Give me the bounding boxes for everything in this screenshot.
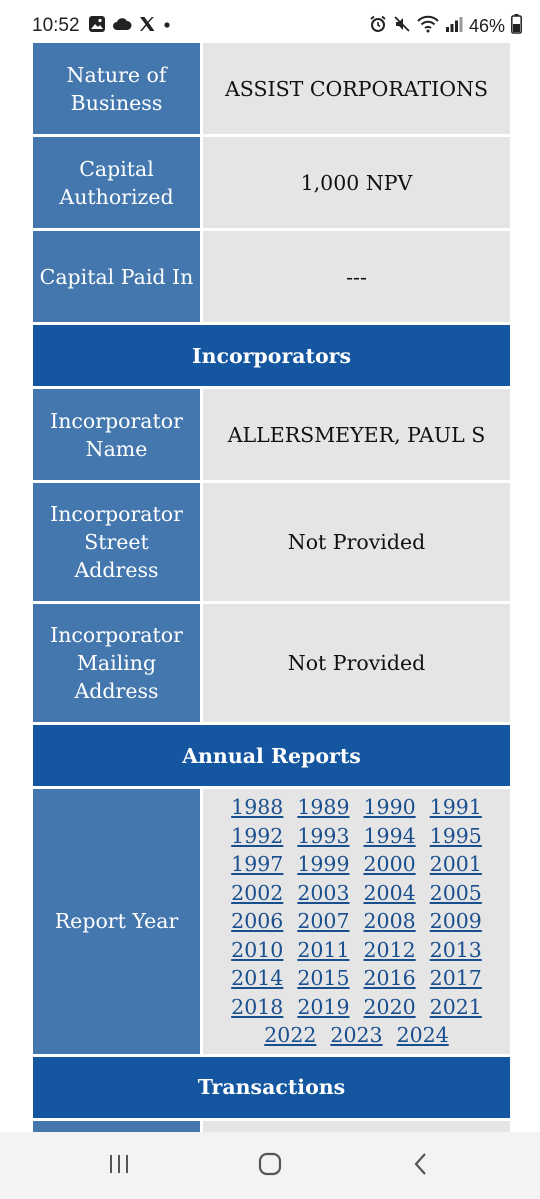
transactions-label bbox=[32, 1119, 202, 1132]
report-year-link[interactable]: 2012 bbox=[363, 937, 416, 962]
details-table bbox=[30, 40, 510, 1132]
report-year-link[interactable]: 2001 bbox=[429, 852, 482, 876]
report-year-link[interactable]: 2013 bbox=[429, 937, 482, 962]
report-year-link[interactable]: 1994 bbox=[363, 823, 416, 848]
report-year-link[interactable]: 2023 bbox=[330, 1023, 383, 1047]
report-year-link[interactable]: 2021 bbox=[429, 994, 482, 1019]
report-year-link[interactable]: 2015 bbox=[297, 966, 350, 990]
year-link-line bbox=[203, 822, 510, 851]
table-row bbox=[32, 788, 511, 1056]
battery-percent: 46% bbox=[468, 15, 505, 36]
status-time: 10:52 bbox=[32, 15, 80, 36]
alarm-icon bbox=[369, 15, 387, 38]
year-link-line bbox=[203, 936, 510, 965]
report-year-label: Report Year bbox=[32, 788, 202, 1056]
table-row bbox=[32, 388, 511, 482]
navigation-bar bbox=[0, 1132, 540, 1199]
business-details[interactable] bbox=[30, 40, 510, 1132]
year-link-line bbox=[203, 907, 510, 936]
nature-of-business-value: ASSIST CORPORATIONS bbox=[202, 42, 511, 136]
system-icons bbox=[369, 14, 522, 38]
report-year-link[interactable]: 2019 bbox=[297, 994, 350, 1019]
report-year-link[interactable]: 2007 bbox=[297, 909, 350, 933]
battery-icon bbox=[511, 14, 522, 39]
report-year-link[interactable]: 2002 bbox=[231, 880, 284, 905]
nature-of-business-label: Nature of Business bbox=[32, 42, 202, 136]
report-year-link[interactable]: 1988 bbox=[231, 795, 284, 819]
report-year-link[interactable]: 1999 bbox=[297, 852, 350, 876]
report-year-link[interactable]: 1997 bbox=[231, 852, 284, 876]
section-header-row bbox=[32, 324, 511, 388]
table-row bbox=[32, 230, 511, 324]
x-logo-icon bbox=[138, 15, 156, 38]
year-link-list bbox=[203, 789, 510, 1054]
home-icon bbox=[258, 1152, 282, 1180]
incorporator-name-label: Incorporator Name bbox=[32, 388, 202, 482]
report-year-link[interactable]: 2010 bbox=[231, 937, 284, 962]
year-link-line bbox=[203, 879, 510, 908]
table-row bbox=[32, 603, 511, 724]
back-button[interactable] bbox=[404, 1152, 438, 1180]
report-year-link[interactable]: 1993 bbox=[297, 823, 350, 848]
capital-authorized-label: Capital Authorized bbox=[32, 136, 202, 230]
report-year-link[interactable]: 2020 bbox=[363, 994, 416, 1019]
report-year-links bbox=[202, 788, 511, 1056]
report-year-link[interactable]: 2006 bbox=[231, 909, 284, 933]
capital-authorized-value: 1,000 NPV bbox=[202, 136, 511, 230]
transactions-heading: Transactions bbox=[32, 1055, 511, 1119]
report-year-link[interactable]: 2011 bbox=[297, 937, 350, 962]
table-row bbox=[32, 136, 511, 230]
section-header-row bbox=[32, 1055, 511, 1119]
report-year-link[interactable]: 2008 bbox=[363, 909, 416, 933]
section-header-row bbox=[32, 724, 511, 788]
notification-icons bbox=[88, 14, 172, 38]
signal-icon bbox=[445, 15, 463, 38]
year-link-line bbox=[203, 850, 510, 879]
incorporator-mailing-address-value: Not Provided bbox=[202, 603, 511, 724]
report-year-link[interactable]: 2024 bbox=[396, 1023, 449, 1047]
report-year-link[interactable]: 2000 bbox=[363, 852, 416, 876]
wifi-icon bbox=[417, 15, 439, 38]
report-year-link[interactable]: 2004 bbox=[363, 880, 416, 905]
table-row bbox=[32, 42, 511, 136]
capital-paid-in-value: --- bbox=[202, 230, 511, 324]
report-year-link[interactable]: 1991 bbox=[429, 795, 482, 819]
mute-icon bbox=[393, 15, 411, 38]
report-year-link[interactable]: 1990 bbox=[363, 795, 416, 819]
year-link-line bbox=[203, 964, 510, 993]
incorporator-name-value: ALLERSMEYER, PAUL S bbox=[202, 388, 511, 482]
cloud-icon bbox=[112, 16, 132, 37]
capital-paid-in-label: Capital Paid In bbox=[32, 230, 202, 324]
year-link-line bbox=[203, 1021, 510, 1050]
recents-button[interactable] bbox=[102, 1152, 136, 1180]
incorporators-heading: Incorporators bbox=[32, 324, 511, 388]
report-year-link[interactable]: 2017 bbox=[429, 966, 482, 990]
report-year-link[interactable]: 1989 bbox=[297, 795, 350, 819]
incorporator-street-address-label: Incorporator Street Address bbox=[32, 482, 202, 603]
incorporator-street-address-value: Not Provided bbox=[202, 482, 511, 603]
gallery-icon bbox=[88, 15, 106, 38]
transactions-value bbox=[202, 1119, 511, 1132]
report-year-link[interactable]: 2003 bbox=[297, 880, 350, 905]
report-year-link[interactable]: 2009 bbox=[429, 909, 482, 933]
report-year-link[interactable]: 2022 bbox=[264, 1023, 317, 1047]
year-link-line bbox=[203, 993, 510, 1022]
report-year-link[interactable]: 2014 bbox=[231, 966, 284, 990]
report-year-link[interactable]: 2016 bbox=[363, 966, 416, 990]
table-row bbox=[32, 482, 511, 603]
incorporator-mailing-address-label: Incorporator Mailing Address bbox=[32, 603, 202, 724]
report-year-link[interactable]: 2005 bbox=[429, 880, 482, 905]
dot-icon bbox=[162, 17, 172, 35]
report-year-link[interactable]: 1995 bbox=[429, 823, 482, 848]
report-year-link[interactable]: 1992 bbox=[231, 823, 284, 848]
table-row bbox=[32, 1119, 511, 1132]
recents-icon bbox=[107, 1153, 131, 1179]
back-icon bbox=[413, 1152, 429, 1180]
year-link-line bbox=[203, 793, 510, 822]
annual-reports-heading: Annual Reports bbox=[32, 724, 511, 788]
report-year-link[interactable]: 2018 bbox=[231, 994, 284, 1019]
home-button[interactable] bbox=[253, 1152, 287, 1180]
